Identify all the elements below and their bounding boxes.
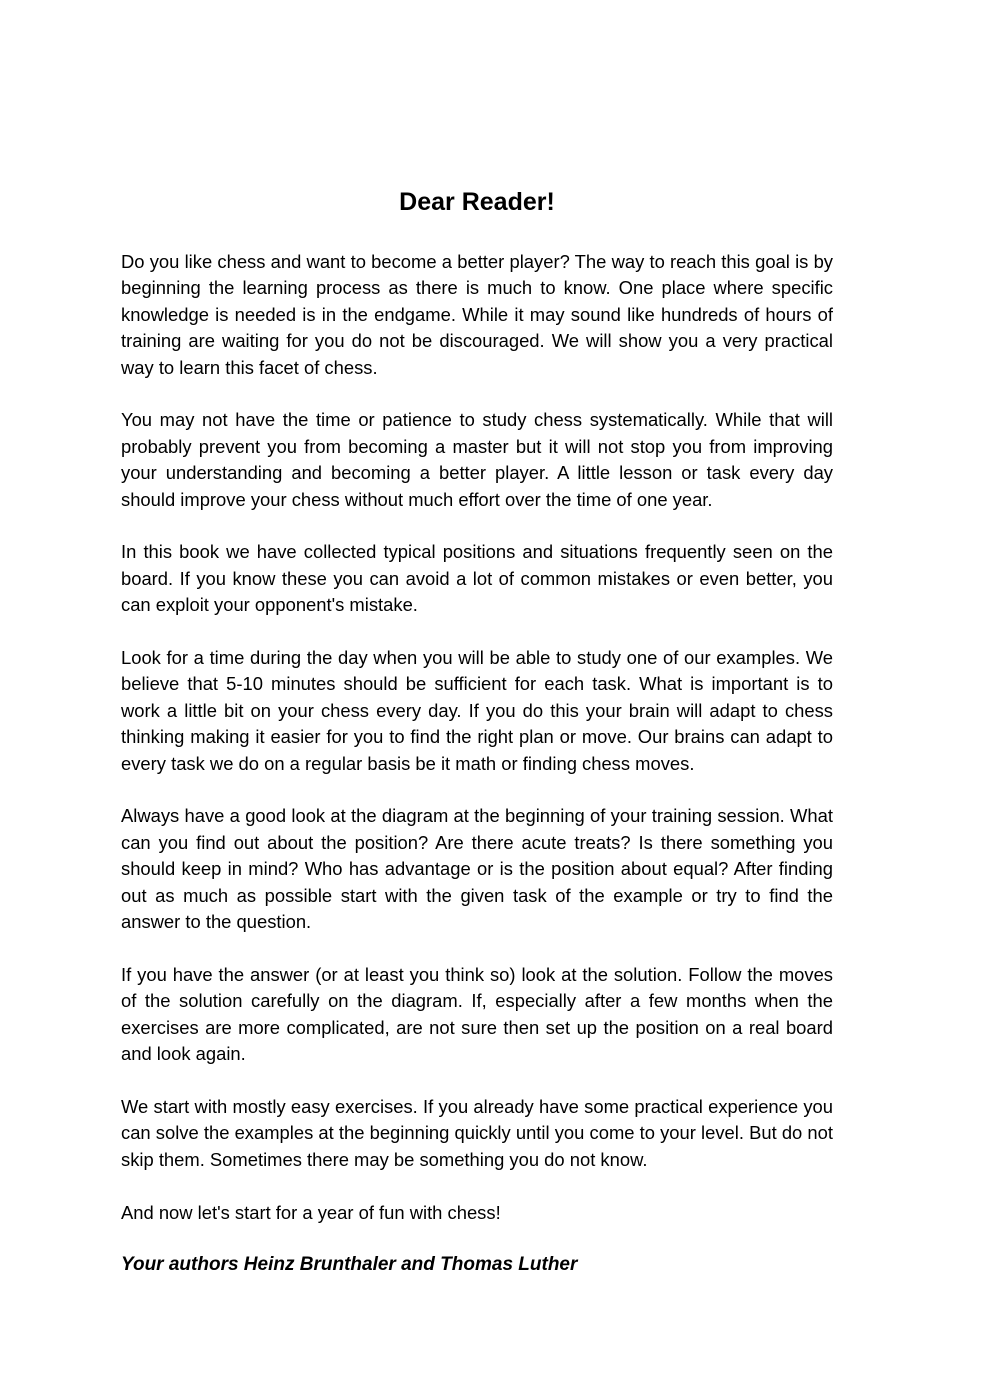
authors-signature: Your authors Heinz Brunthaler and Thomas Luther [121,1254,578,1276]
paragraph-solution: If you have the answer (or at least you think so) look at the solution. Follow the moves of the solution carefully on the diagram. If, especially after a few months when the exercises are more complicated, are not sure then set up the position on a real board and look again. [121,963,833,1065]
page-title: Dear Reader! [399,188,555,216]
document-page [121,185,833,1278]
paragraph-easy-exercises: We start with mostly easy exercises. If you already have some practical experience you can solve the examples at the beginning quickly until you come to your level. But do not skip them. Sometimes there may be something you do not know. [121,1095,833,1170]
paragraph-time: You may not have the time or patience to study chess systematically. While that will probably prevent you from becoming a master but it will not stop you from improving your understanding and becoming a better player. A little lesson or task every day should improve your chess without much effort over the time of one year. [121,409,833,510]
paragraph-book-contents: In this book we have collected typical positions and situations frequently seen on the board. If you know these you can avoid a lot of common mistakes or even better, you can exploit your opponent's mistake. [121,541,833,616]
paragraph-closing: And now let's start for a year of fun with chess! [121,1201,501,1223]
paragraph-diagram: Always have a good look at the diagram at the beginning of your training session. What can you find out about the position? Are there acute treats? Is there something you should keep in mind? Who has advantage or is the position about equal? After finding out as much as possible start with the given task of the example or try to find the answer to the question. [121,805,833,933]
paragraph-daily-study: Look for a time during the day when you will be able to study one of our examples. We believe that 5-10 minutes should be sufficient for each task. What is important is to work a little bit on your chess every day. If you do this your brain will adapt to chess thinking making it easier for you to find the right plan or move. Our brains can adapt to every task we do on a regular basis be it math or finding chess moves. [121,647,833,774]
paragraph-intro: Do you like chess and want to become a better player? The way to reach this goal is by beginning the learning process as there is much to know. One place where specific knowledge is needed is in the endgame. While it may sound like hundreds of hours of training are waiting for you do not be discouraged. We will show you a very practical way to learn this facet of chess. [121,251,833,378]
